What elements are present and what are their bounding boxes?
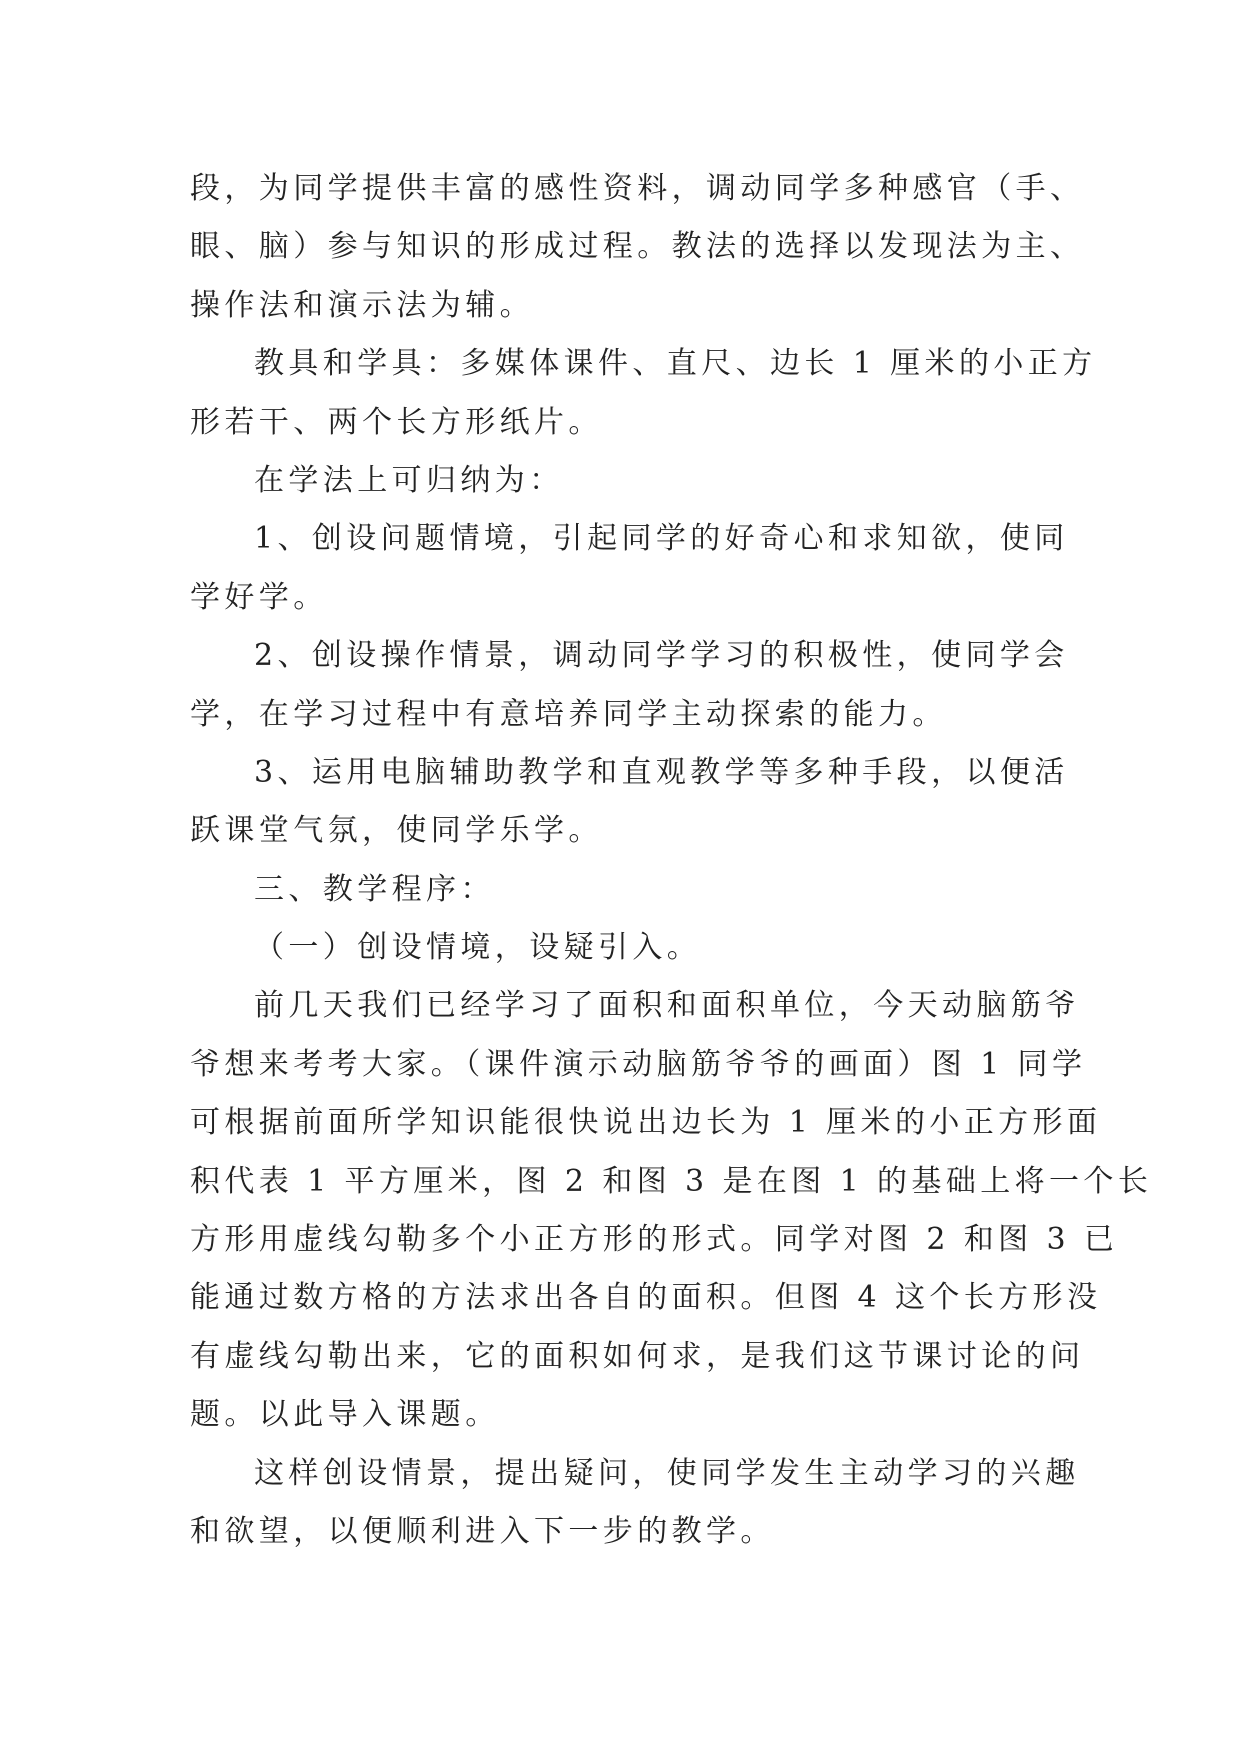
text-line: 在学法上可归纳为： <box>254 462 564 498</box>
text-line: 眼、脑）参与知识的形成过程。教法的选择以发现法为主、 <box>190 229 1085 265</box>
text-line: 积代表 1 平方厘米，图 2 和图 3 是在图 1 的基础上将一个长 <box>190 1163 1153 1199</box>
text-line: 跃课堂气氛，使同学乐学。 <box>190 813 603 849</box>
text-line: 学，在学习过程中有意培养同学主动探索的能力。 <box>190 696 947 732</box>
text-line: 三、教学程序： <box>254 871 495 907</box>
text-line: 方形用虚线勾勒多个小正方形的形式。同学对图 2 和图 3 已 <box>190 1222 1119 1258</box>
text-line: 前几天我们已经学习了面积和面积单位，今天动脑筋爷 <box>254 988 1080 1024</box>
text-line: 3、运用电脑辅助教学和直观教学等多种手段，以便活 <box>254 754 1069 790</box>
text-line: 形若干、两个长方形纸片。 <box>190 404 603 440</box>
text-line: 教具和学具：多媒体课件、直尺、边长 1 厘米的小正方 <box>254 346 1097 382</box>
text-line: 和欲望，以便顺利进入下一步的教学。 <box>190 1513 775 1549</box>
text-line: 段，为同学提供丰富的感性资料，调动同学多种感官（手、 <box>190 171 1085 206</box>
document-body <box>190 160 1153 1561</box>
text-line: （一）创设情境，设疑引入。 <box>254 930 702 966</box>
text-line: 题。以此导入课题。 <box>190 1397 500 1433</box>
text-line: 这样创设情景，提出疑问，使同学发生主动学习的兴趣 <box>254 1455 1080 1491</box>
text-line: 可根据前面所学知识能很快说出边长为 1 厘米的小正方形面 <box>190 1105 1102 1141</box>
text-line: 能通过数方格的方法求出各自的面积。但图 4 这个长方形没 <box>190 1280 1102 1316</box>
text-line: 2、创设操作情景，调动同学学习的积极性，使同学会 <box>254 638 1069 674</box>
text-line: 1、创设问题情境，引起同学的好奇心和求知欲，使同 <box>254 521 1069 557</box>
text-line: 有虚线勾勒出来，它的面积如何求，是我们这节课讨论的问 <box>190 1338 1085 1374</box>
text-line: 学好学。 <box>190 579 328 615</box>
text-line: 操作法和演示法为辅。 <box>190 287 534 323</box>
text-line: 爷想来考考大家。（课件演示动脑筋爷爷的画面）图 1 同学 <box>190 1046 1087 1082</box>
